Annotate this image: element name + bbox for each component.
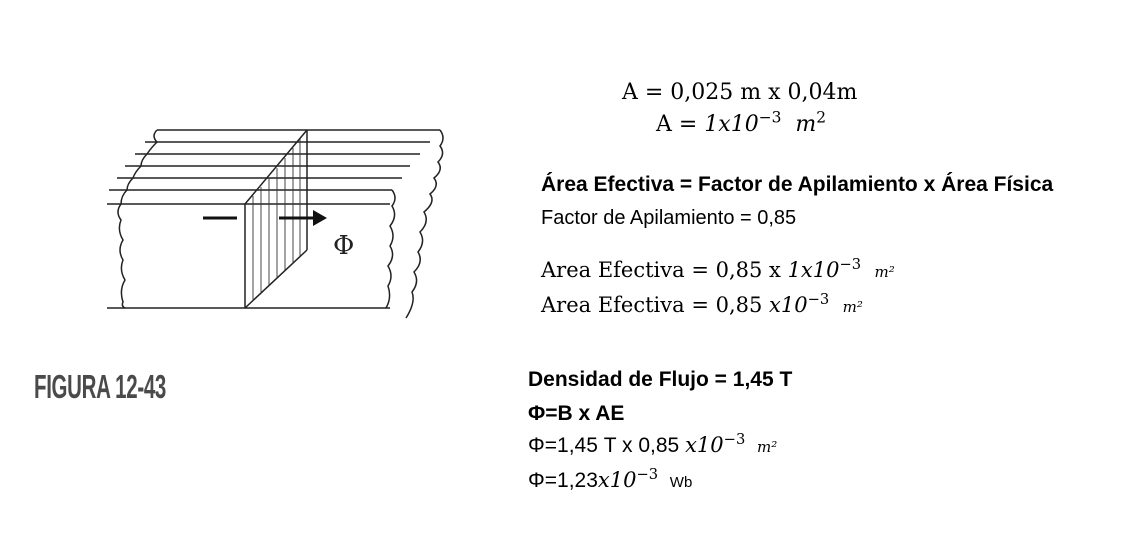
- area-result: $A = 1x10^{-3}$ $m^2$: [656, 108, 827, 137]
- flux-symbol: Φ: [333, 231, 355, 261]
- effective-area-heading: Área Efectiva = Factor de Apilamiento x Área Física: [541, 173, 1054, 196]
- flux-calc: Φ=1,45 T x 0,85 $x10^{-3}$ m²: [528, 430, 778, 457]
- figure-caption: FIGURA 12-43: [34, 368, 166, 405]
- flux-density: Densidad de Flujo = 1,45 T: [528, 368, 793, 391]
- effective-area-calc-2: Area Efectiva = 0,85 $x10^{-3}$ m²: [541, 290, 863, 317]
- area-dimensions: A = 0,025 m x 0,04m: [622, 80, 858, 105]
- laminated-core-diagram: [95, 120, 455, 330]
- flux-result: $\Phi=1,23x10^{-3}$ Wb: [528, 465, 693, 492]
- effective-area-calc-1: Area Efectiva = 0,85 x $1x10^{-3}$ m²: [541, 255, 895, 282]
- flux-formula: Φ=B x AE: [528, 402, 625, 425]
- stacking-factor: Factor de Apilamiento = 0,85: [541, 207, 797, 229]
